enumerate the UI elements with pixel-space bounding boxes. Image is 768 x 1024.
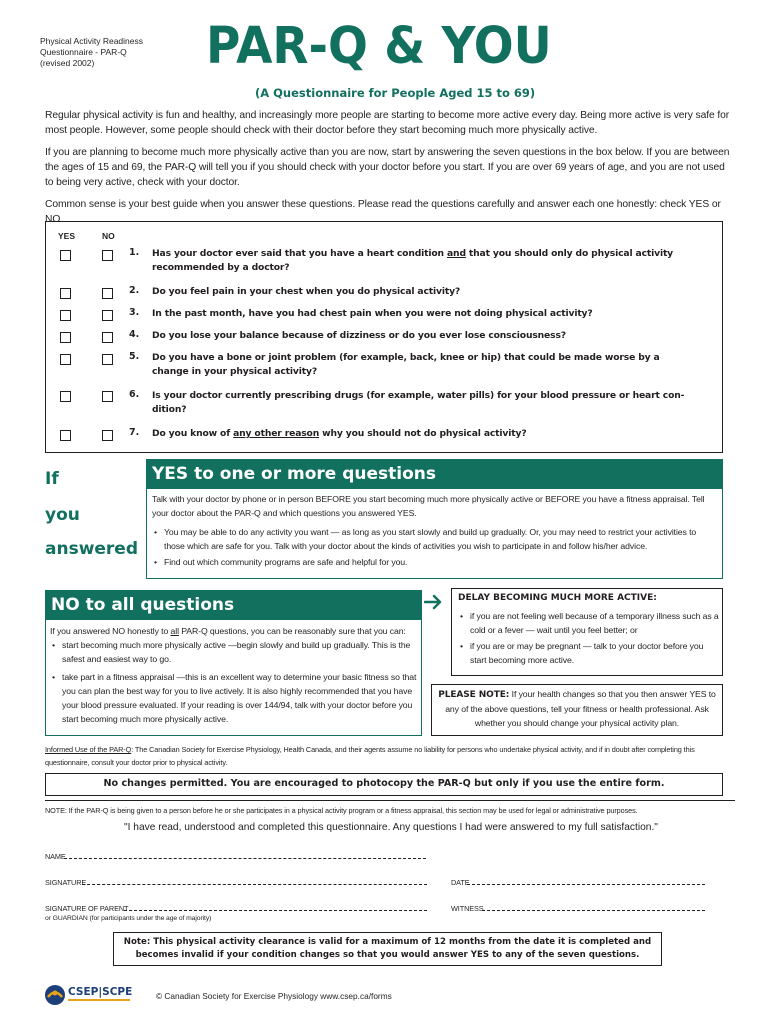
divider <box>45 800 735 801</box>
q7-number: 7. <box>129 427 140 438</box>
you-word: you <box>45 505 80 525</box>
name-line[interactable] <box>64 858 426 859</box>
if-word: If <box>45 469 59 489</box>
q1-yes-checkbox[interactable] <box>60 250 71 261</box>
delay-list <box>458 609 720 667</box>
please-note-label: PLEASE NOTE: <box>438 690 510 700</box>
yes-panel-bullet-1: • You may be able to do any activity you want — as long as you start slowly and build up gradually. Or, you may need to restrict your activities to those which are safe for you. Talk with your doctor about the kinds of activities you wish to participate in and follow his/her advice. <box>152 525 718 553</box>
please-note-box <box>431 684 723 736</box>
q2-yes-checkbox[interactable] <box>60 288 71 299</box>
q5-yes-checkbox[interactable] <box>60 354 71 365</box>
csep-logo <box>44 984 154 1006</box>
answered-word: answered <box>45 539 139 559</box>
logo-rule <box>68 999 130 1001</box>
yes-panel-text: Talk with your doctor by phone or in person BEFORE you start becoming much more physically active or BEFORE you have a fitness appraisal. Tell your doctor about the PAR-Q and which questions you answered YES. <box>152 494 705 518</box>
yes-panel-bullet-2: • Find out which community programs are safe and helpful for you. <box>152 555 718 569</box>
q4-text: Do you lose your balance because of dizziness or do you ever lose consciousness? <box>152 330 566 341</box>
footer-copyright: © Canadian Society for Exercise Physiology www.csep.ca/forms <box>156 991 392 1001</box>
no-panel-intro: If you answered NO honestly to all PAR-Q questions, you can be reasonably sure that you can: <box>50 626 406 636</box>
delay-bullet-2: • if you are or may be pregnant — talk to your doctor before you start becoming more active. <box>458 639 720 667</box>
q7-no-checkbox[interactable] <box>102 430 113 441</box>
arrow-right-icon <box>424 593 444 611</box>
form-meta <box>40 36 143 69</box>
q6-yes-checkbox[interactable] <box>60 391 71 402</box>
witness-label: WITNESS <box>451 904 484 913</box>
q7-text: Do you know of any other reason why you should not do physical activity? <box>152 428 527 439</box>
q6-text: Is your doctor currently prescribing drugs (for example, water pills) for your blood pressure or heart con- dition? <box>152 390 685 415</box>
intro-paragraph-1: Regular physical activity is fun and healthy, and increasingly more people are starting to become more active every day. Being more active is very safe for most people. However, some people should check with their doctor before they start becoming much more physically active. <box>45 110 730 136</box>
intro-paragraph-2: If you are planning to become much more physically active than you are now, start by answering the seven questions in the box below. If you are between the ages of 15 and 69, the PAR-Q will tell you if you should check with your doctor before you start. If you are over 69 years of age, and you are not used to being very active, check with your doctor. <box>45 147 730 188</box>
q3-no-checkbox[interactable] <box>102 310 113 321</box>
signature-label: SIGNATURE <box>45 878 87 887</box>
delay-bullet-1: • if you are not feeling well because of a temporary illness such as a cold or a fever — wait until you feel better; or <box>458 609 720 637</box>
declaration: "I have read, understood and completed this questionnaire. Any questions I had were answered to my full satisfaction." <box>124 822 658 833</box>
q1-number: 1. <box>129 247 140 258</box>
yes-column-header: YES <box>58 231 76 241</box>
no-panel-list <box>50 638 418 726</box>
page-title: PAR-Q & YOU <box>206 17 552 76</box>
q1-text: Has your doctor ever said that you have a heart condition and that you should only do physical activity recommended by a doctor? <box>152 248 674 273</box>
yes-panel-list <box>152 525 718 569</box>
parent-signature-line[interactable] <box>124 910 427 911</box>
page-subtitle: (A Questionnaire for People Aged 15 to 69) <box>255 86 536 100</box>
no-panel-heading: NO to all questions <box>45 590 422 620</box>
meta-line-3: (revised 2002) <box>40 58 95 68</box>
intro-paragraph-3: Common sense is your best guide when you answer these questions. Please read the questions carefully and answer each one honestly: check YES or NO. <box>45 199 721 225</box>
q4-no-checkbox[interactable] <box>102 332 113 343</box>
legal-note: NOTE: If the PAR-Q is being given to a person before he or she participates in a physical activity program or a fitness appraisal, this section may be used for legal or administrative purposes. <box>45 806 638 815</box>
witness-line[interactable] <box>482 910 705 911</box>
csep-emblem-icon <box>44 984 66 1006</box>
q4-yes-checkbox[interactable] <box>60 332 71 343</box>
please-note-text: If your health changes so that you then answer YES to any of the above questions, tell your fitness or health professional. Ask whether you should change your physical activity plan. <box>445 689 716 728</box>
signature-line[interactable] <box>82 884 427 885</box>
q3-number: 3. <box>129 307 140 318</box>
name-label: NAME <box>45 852 66 861</box>
meta-line-1: Physical Activity Readiness <box>40 36 143 46</box>
q2-no-checkbox[interactable] <box>102 288 113 299</box>
no-panel-bullet-1: • start becoming much more physically active —begin slowly and build up gradually. This is the safest and easiest way to go. <box>50 638 418 666</box>
q2-text: Do you feel pain in your chest when you do physical activity? <box>152 286 461 297</box>
q3-text: In the past month, have you had chest pain when you were not doing physical activity? <box>152 308 593 319</box>
q5-number: 5. <box>129 351 140 362</box>
guardian-label: or GUARDIAN (for participants under the age of majority) <box>45 915 212 922</box>
date-line[interactable] <box>467 884 705 885</box>
no-changes-notice: No changes permitted. You are encouraged to photocopy the PAR-Q but only if you use the entire form. <box>45 773 723 796</box>
q4-number: 4. <box>129 329 140 340</box>
q6-no-checkbox[interactable] <box>102 391 113 402</box>
yes-panel-heading: YES to one or more questions <box>146 459 723 489</box>
informed-use: Informed Use of the PAR-Q: The Canadian Society for Exercise Physiology, Health Canada, and their agents assume no liability for persons who undertake physical activity, and if in doubt after completing this questionnaire, consult your doctor prior to physical activity. <box>45 745 695 767</box>
meta-line-2: Questionnaire - PAR-Q <box>40 47 127 57</box>
q6-number: 6. <box>129 389 140 400</box>
delay-heading: DELAY BECOMING MUCH MORE ACTIVE: <box>458 593 657 603</box>
q3-yes-checkbox[interactable] <box>60 310 71 321</box>
delay-box <box>451 588 723 676</box>
q7-yes-checkbox[interactable] <box>60 430 71 441</box>
q5-text: Do you have a bone or joint problem (for example, back, knee or hip) that could be made worse by a change in your physical activity? <box>152 352 660 377</box>
no-column-header: NO <box>102 231 115 241</box>
no-panel-bullet-2: • take part in a fitness appraisal —this is an excellent way to determine your basic fitness so that you can plan the best way for you to live actively. It is also highly recommended that you have your blood pressure evaluated. If your reading is over 144/94, talk with your doctor before you start becoming much more physically active. <box>50 670 418 726</box>
q1-no-checkbox[interactable] <box>102 250 113 261</box>
q5-no-checkbox[interactable] <box>102 354 113 365</box>
validity-note: Note: This physical activity clearance is valid for a maximum of 12 months from the date it is completed and becomes invalid if your condition changes so that you would answer YES to any of the seven questions. <box>113 932 662 966</box>
date-label: DATE <box>451 878 470 887</box>
parent-signature-label: SIGNATURE OF PARENT <box>45 904 129 913</box>
q2-number: 2. <box>129 285 140 296</box>
csep-logo-text: CSEP|SCPE <box>68 986 133 998</box>
